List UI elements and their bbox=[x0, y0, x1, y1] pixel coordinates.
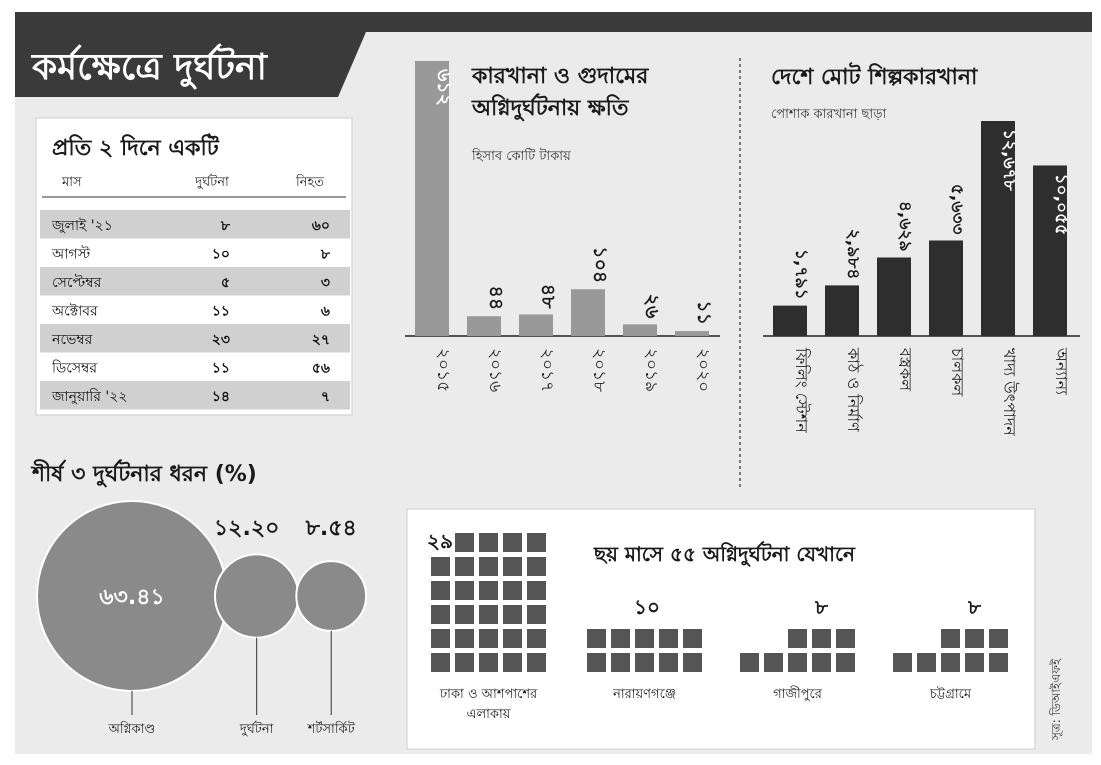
chart1-value-label: ১০৪ bbox=[589, 246, 611, 284]
top-rule bbox=[15, 12, 1092, 32]
bubble-category-label: শর্টসার্কিট bbox=[307, 722, 355, 737]
table-header-cell: মাস bbox=[62, 175, 82, 190]
bubble bbox=[296, 561, 366, 631]
waffle-square bbox=[479, 557, 498, 576]
chart2-value-label: ৫,৬৩৩ bbox=[947, 183, 967, 235]
waffle-square bbox=[431, 629, 450, 648]
waffle-square bbox=[764, 653, 783, 672]
table-cell: ১১ bbox=[211, 303, 230, 320]
chart2-category-label: খাদ্য উৎপাদন bbox=[1000, 348, 1019, 436]
waffle-square bbox=[587, 653, 606, 672]
table-row bbox=[40, 267, 350, 296]
table-cell: ২৭ bbox=[311, 332, 330, 348]
waffle-square bbox=[455, 653, 474, 672]
waffle-square bbox=[941, 653, 960, 672]
waffle-square bbox=[989, 653, 1008, 672]
waffle-square bbox=[941, 629, 960, 648]
waffle-square bbox=[479, 653, 498, 672]
waffle-square bbox=[479, 581, 498, 600]
chart2-category-label: অন্যান্য bbox=[1052, 348, 1071, 395]
table-row bbox=[40, 381, 350, 410]
table-cell: সেপ্টেম্বর bbox=[52, 275, 102, 291]
chart1-value-label: ৬১২ bbox=[433, 69, 455, 107]
chart2-value-label: ২,৯৮৪ bbox=[843, 228, 863, 280]
waffle-square bbox=[683, 629, 702, 648]
waffle-square bbox=[788, 629, 807, 648]
waffle-square bbox=[812, 653, 831, 672]
waffle-square bbox=[479, 533, 498, 552]
waffle-square bbox=[683, 653, 702, 672]
chart1-bar bbox=[623, 324, 657, 336]
bubble-category-label: অগ্নিকাণ্ড bbox=[108, 722, 156, 737]
table-cell: ৬০ bbox=[311, 218, 330, 234]
waffle-category-label: ঢাকা ও আশপাশের bbox=[439, 687, 538, 702]
chart2-bar bbox=[877, 257, 911, 336]
waffle-square bbox=[431, 653, 450, 672]
waffle-square bbox=[455, 605, 474, 624]
waffle-square bbox=[635, 629, 654, 648]
waffle-square bbox=[611, 653, 630, 672]
chart2-value-label: ১,৭৯১ bbox=[791, 249, 811, 300]
waffle-square bbox=[503, 629, 522, 648]
waffle-square bbox=[611, 629, 630, 648]
waffle-square bbox=[455, 557, 474, 576]
chart1-value-label: ৪৮ bbox=[537, 283, 559, 309]
table-row bbox=[40, 324, 350, 353]
table-cell: ডিসেম্বর bbox=[52, 360, 98, 377]
table-cell: ১৪ bbox=[211, 389, 230, 405]
table-row bbox=[40, 210, 350, 239]
waffle-value-label: ১০ bbox=[634, 595, 660, 619]
bubble-category-label: দুর্ঘটনা bbox=[239, 722, 274, 737]
waffle-square bbox=[503, 533, 522, 552]
chart2-title: দেশে মোট শিল্পকারখানা bbox=[771, 65, 978, 90]
chart3-title: শীর্ষ ৩ দুর্ঘটনার ধরন (%) bbox=[32, 462, 257, 487]
chart2-bar bbox=[929, 240, 963, 336]
chart1-value-label: ২৬ bbox=[641, 293, 663, 319]
waffle-square bbox=[659, 653, 678, 672]
table-cell: নভেম্বর bbox=[52, 332, 93, 348]
table-cell: ৭ bbox=[320, 389, 330, 405]
chart2-category-label: চালকল bbox=[948, 348, 967, 397]
waffle-square bbox=[479, 605, 498, 624]
waffle-square bbox=[836, 629, 855, 648]
table-cell: ২৩ bbox=[211, 332, 230, 348]
table-cell: ১১ bbox=[211, 360, 230, 377]
chart1-value-label: ১১ bbox=[693, 300, 715, 326]
waffle-square bbox=[479, 629, 498, 648]
chart2-value-label: ১০,০৫৫ bbox=[1051, 173, 1071, 236]
waffle-category-label: চট্টগ্রামে bbox=[929, 687, 972, 702]
chart4-title: ছয় মাসে ৫৫ অগ্নিদুর্ঘটনা যেখানে bbox=[594, 542, 855, 566]
chart1-bar bbox=[519, 314, 553, 336]
table-cell: জুলাই '২১ bbox=[52, 218, 113, 234]
chart2-category-label: বস্ত্রকল bbox=[896, 348, 915, 392]
source-note: সূত্র: ডিআইএফই bbox=[1049, 658, 1063, 740]
chart1-title-line2: অগ্নিদুর্ঘটনায় ক্ষতি bbox=[472, 96, 629, 121]
chart1-category-label: ২০২০ bbox=[693, 348, 713, 393]
waffle-category-label: নারায়ণগঞ্জে bbox=[613, 687, 676, 702]
chart1-category-label: ২০১৭ bbox=[537, 348, 557, 393]
table-header-cell: নিহত bbox=[295, 175, 325, 190]
table-cell: ৩ bbox=[320, 275, 330, 291]
waffle-square bbox=[812, 629, 831, 648]
waffle-square bbox=[893, 653, 912, 672]
table-cell: ৮ bbox=[220, 218, 230, 234]
table-cell: জানুয়ারি '২২ bbox=[52, 389, 128, 405]
waffle-square bbox=[503, 653, 522, 672]
chart2-value-label: ৪,৬২৯ bbox=[895, 200, 915, 252]
chart1-category-label: ২০১৯ bbox=[641, 348, 661, 393]
chart1-category-label: ২০১৫ bbox=[433, 348, 453, 393]
waffle-square bbox=[527, 653, 546, 672]
waffle-square bbox=[989, 629, 1008, 648]
waffle-square bbox=[740, 653, 759, 672]
waffle-square bbox=[455, 533, 474, 552]
chart1-category-label: ২০১৮ bbox=[589, 348, 609, 393]
bubble-value-label: ৬৩.৪১ bbox=[99, 585, 165, 610]
waffle-square bbox=[527, 557, 546, 576]
chart1-bar bbox=[467, 316, 501, 336]
waffle-square bbox=[455, 581, 474, 600]
waffle-square bbox=[965, 653, 984, 672]
waffle-value-label: ৮ bbox=[968, 595, 981, 619]
waffle-square bbox=[527, 533, 546, 552]
table-title: প্রতি ২ দিনে একটি bbox=[52, 136, 219, 161]
chart1-bar bbox=[675, 331, 709, 336]
table-cell: ৮ bbox=[320, 246, 330, 263]
waffle-value-label: ২৯ bbox=[427, 529, 453, 553]
chart2-category-label: ফিলিং স্টেশন bbox=[792, 348, 811, 433]
waffle-square bbox=[431, 581, 450, 600]
waffle-square bbox=[431, 557, 450, 576]
chart2-value-label: ১২,৬৭৮ bbox=[999, 129, 1019, 191]
waffle-square bbox=[527, 605, 546, 624]
chart2-bar bbox=[773, 306, 807, 336]
chart2-category-label: কাঠ ও নির্মাণ bbox=[844, 348, 863, 432]
table-cell: আগস্ট bbox=[52, 246, 91, 263]
table-cell: অক্টোবর bbox=[52, 303, 98, 320]
waffle-square bbox=[917, 653, 936, 672]
waffle-square bbox=[788, 653, 807, 672]
waffle-square bbox=[503, 557, 522, 576]
chart1-bar bbox=[571, 289, 605, 336]
waffle-square bbox=[503, 605, 522, 624]
waffle-square bbox=[587, 629, 606, 648]
bubble-value-label: ৮.৫৪ bbox=[305, 516, 357, 541]
waffle-square bbox=[527, 629, 546, 648]
waffle-square bbox=[635, 653, 654, 672]
bubble bbox=[215, 554, 298, 637]
chart2-bar bbox=[825, 285, 859, 336]
waffle-square bbox=[659, 629, 678, 648]
chart1-category-label: ২০১৬ bbox=[485, 348, 505, 393]
waffle-square bbox=[455, 629, 474, 648]
table-header-cell: দুর্ঘটনা bbox=[195, 175, 229, 190]
waffle-category-label: এলাকায় bbox=[466, 707, 511, 722]
table-cell: ১০ bbox=[211, 246, 230, 263]
waffle-category-label: গাজীপুরে bbox=[773, 687, 822, 702]
bubble-value-label: ১২.২০ bbox=[213, 516, 280, 541]
chart1-title-line1: কারখানা ও গুদামের bbox=[472, 64, 649, 89]
table-cell: ৬ bbox=[320, 303, 330, 320]
table-cell: ৫৬ bbox=[311, 360, 330, 377]
chart1-value-label: ৪৪ bbox=[485, 285, 507, 311]
waffle-square bbox=[503, 581, 522, 600]
waffle-square bbox=[527, 581, 546, 600]
page-title: কর্মক্ষেত্রে দুর্ঘটনা bbox=[32, 47, 267, 88]
waffle-value-label: ৮ bbox=[815, 595, 828, 619]
table-cell: ৫ bbox=[220, 275, 230, 291]
waffle-square bbox=[836, 653, 855, 672]
chart1-subtitle: হিসাব কোটি টাকায় bbox=[472, 149, 571, 164]
chart2-subtitle: পোশাক কারখানা ছাড়া bbox=[771, 107, 887, 122]
waffle-square bbox=[431, 605, 450, 624]
waffle-square bbox=[965, 629, 984, 648]
